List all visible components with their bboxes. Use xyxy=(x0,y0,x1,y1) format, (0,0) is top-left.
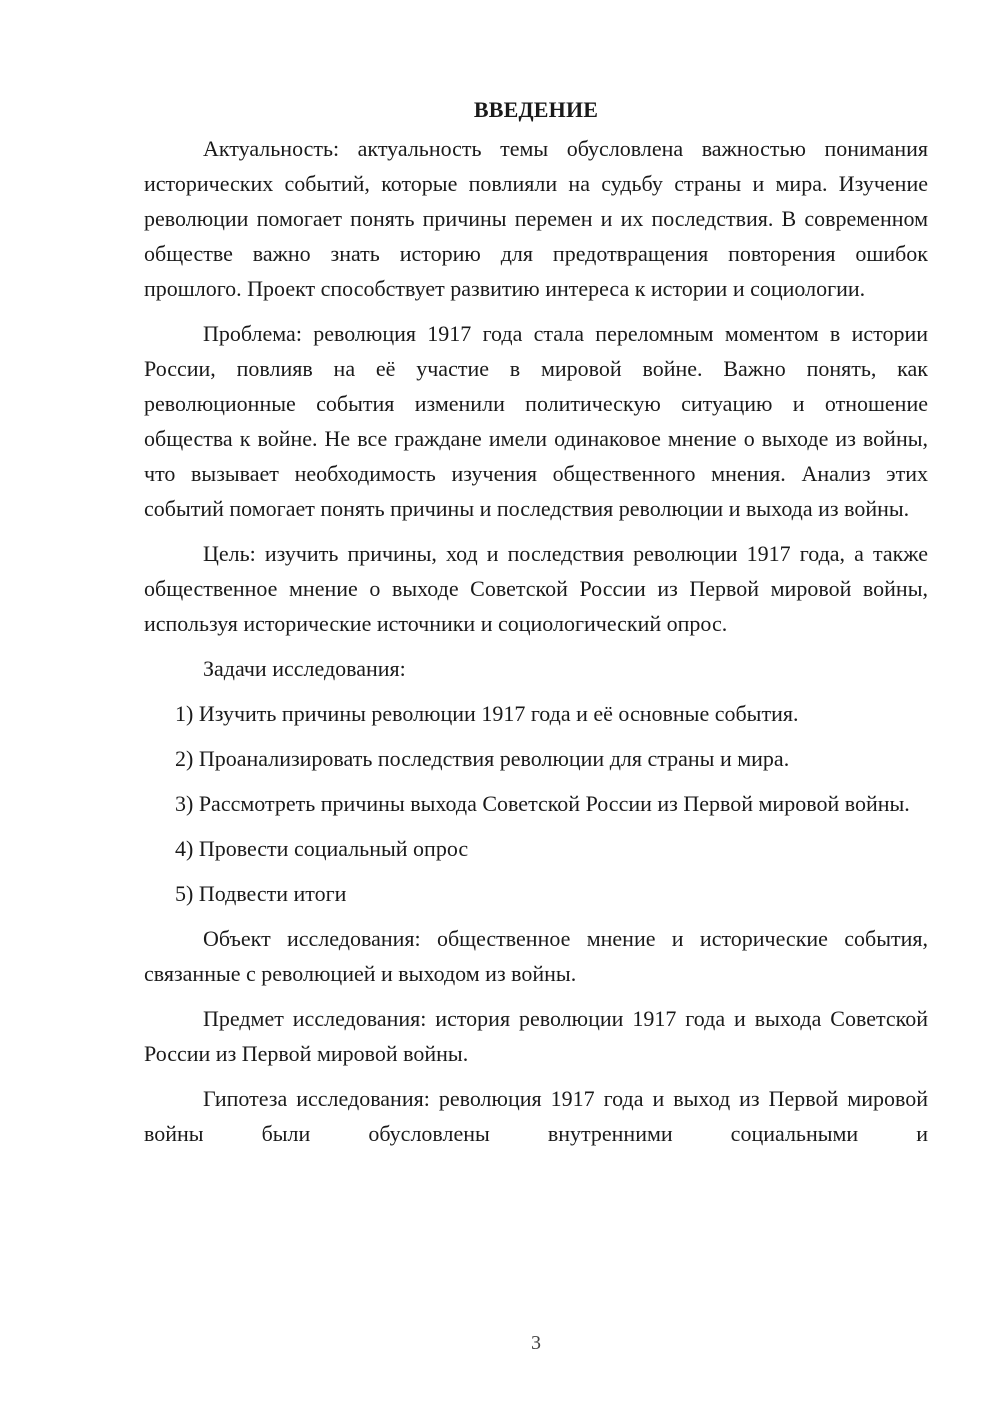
section-heading: ВВЕДЕНИЕ xyxy=(473,97,599,122)
page-number: 3 xyxy=(531,1332,541,1354)
paragraph-goal: Цель: изучить причины, ход и последствия революции 1917 года, а также общественное мнение о выходе Советской России из Первой мировой войны, используя исторические источники и социологический опрос. xyxy=(144,541,928,636)
task-item-5: 5) Подвести итоги xyxy=(175,881,347,906)
paragraph-subject: Предмет исследования: история революции 1917 года и выхода Советской России из Первой мировой войны. xyxy=(144,1006,928,1066)
paragraph-relevance: Актуальность: актуальность темы обусловлена важностью понимания исторических событий, которые повлияли на судьбу страны и мира. Изучение революции помогает понять причины перемен и их последствия. В современном обществе важно знать историю для предотвращения повторения ошибок прошлого. Проект способствует развитию интереса к истории и социологии. xyxy=(144,136,928,301)
paragraph-object: Объект исследования: общественное мнение и исторические события, связанные с революцией и выходом из войны. xyxy=(144,926,928,986)
paragraph-hypothesis: Гипотеза исследования: революция 1917 года и выход из Первой мировой войны были обусловлены внутренними социальными и xyxy=(144,1086,928,1146)
task-item-1: 1) Изучить причины революции 1917 года и её основные события. xyxy=(175,701,799,726)
tasks-title: Задачи исследования: xyxy=(203,656,406,681)
page-content xyxy=(144,95,928,1161)
paragraph-problem: Проблема: революция 1917 года стала переломным моментом в истории России, повлияв на её участие в мировой войне. Важно понять, как революционные события изменили политическую ситуацию и отношение общества к войне. Не все граждане имели одинаковое мнение о выходе из войны, что вызывает необходимость изучения общественного мнения. Анализ этих событий помогает понять причины и последствия революции и выхода из войны. xyxy=(144,321,928,521)
task-item-4: 4) Провести социальный опрос xyxy=(175,836,469,861)
task-item-3: 3) Рассмотреть причины выхода Советской России из Первой мировой войны. xyxy=(175,791,910,816)
task-item-2: 2) Проанализировать последствия революции для страны и мира. xyxy=(175,746,790,771)
